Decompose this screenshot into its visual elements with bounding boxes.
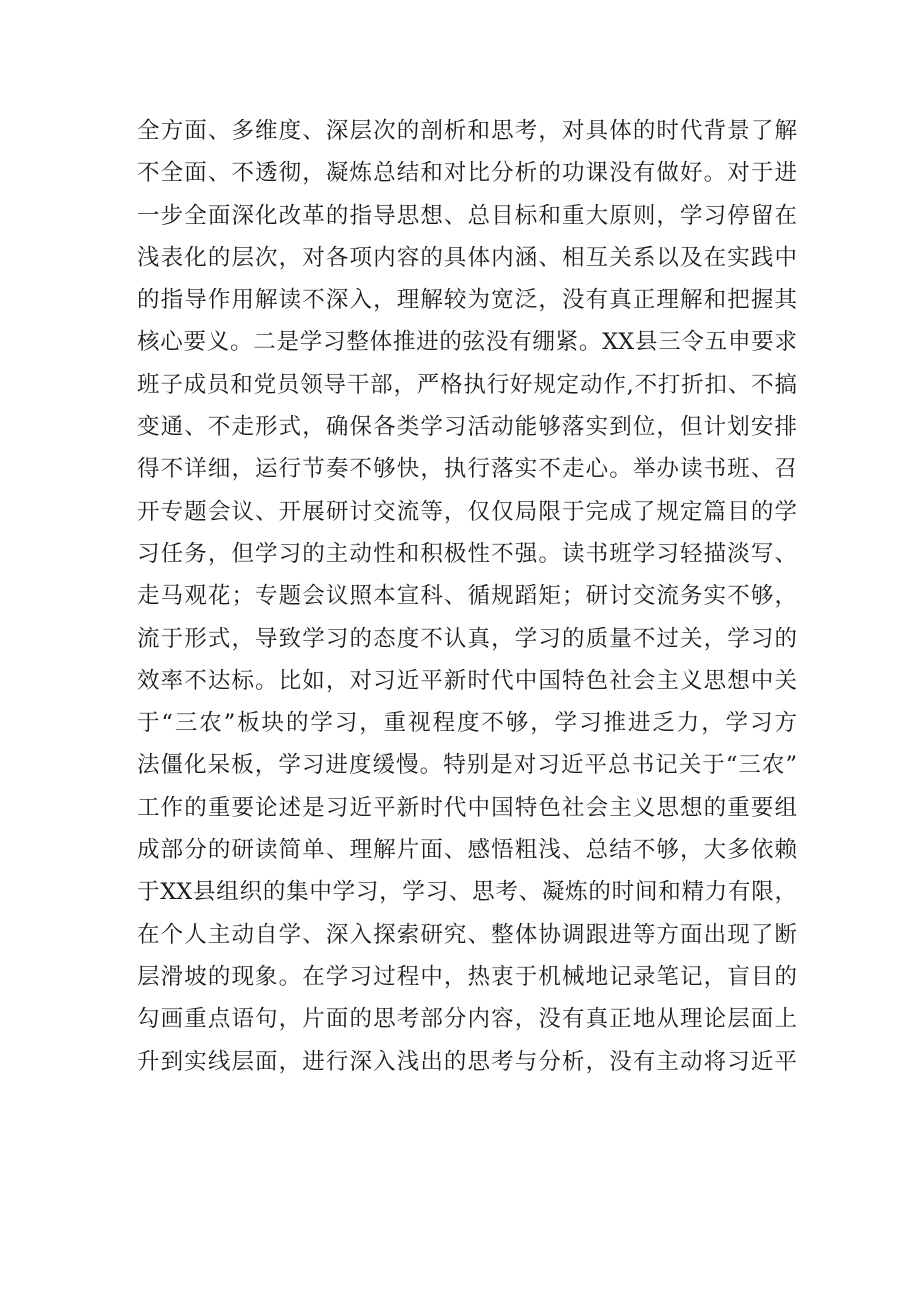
text-line-4: 浅表化的层次，对各项内容的具体内涵、相互关系以及在实践中: [137, 244, 797, 271]
text-line-17: 工作的重要论述是习近平新时代中国特色社会主义思想的重要组: [137, 794, 797, 821]
text-line-8: 变通、不走形式，确保各类学习活动能够落实到位，但计划安排: [137, 414, 797, 441]
text-line-1: 全方面、多维度、深层次的剖析和思考，对具体的时代背景了解: [137, 118, 797, 144]
text-line-23: 升到实线层面，进行深入浅出的思考与分析，没有主动将习近平: [137, 1048, 797, 1075]
text-line-5: 的指导作用解读不深入，理解较为宽泛，没有真正理解和把握其: [137, 287, 797, 314]
text-line-19: 于XX县组织的集中学习，学习、思考、凝炼的时间和精力有限，: [137, 879, 797, 906]
text-line-6: 核心要义。二是学习整体推进的弦没有绷紧。XX县三令五申要求: [137, 329, 797, 356]
text-line-9: 得不详细，运行节奏不够快，执行落实不走心。举办读书班、召: [137, 456, 797, 483]
text-line-21: 层滑坡的现象。在学习过程中，热衷于机械地记录笔记，盲目的: [137, 963, 797, 990]
text-line-16: 法僵化呆板，学习进度缓慢。特别是对习近平总书记关于“三农”: [137, 752, 797, 779]
text-line-11: 习任务，但学习的主动性和积极性不强。读书班学习轻描淡写、: [137, 540, 797, 567]
text-line-20: 在个人主动自学、深入探索研究、整体协调跟进等方面出现了断: [137, 921, 797, 948]
text-line-13: 流于形式，导致学习的态度不认真，学习的质量不过关，学习的: [137, 625, 797, 652]
text-line-7: 班子成员和党员领导干部，严格执行好规定动作,不打折扣、不搞: [137, 371, 797, 398]
text-line-14: 效率不达标。比如，对习近平新时代中国特色社会主义思想中关: [137, 667, 797, 694]
body-paragraph: [137, 110, 797, 1083]
text-line-10: 开专题会议、开展研讨交流等，仅仅局限于完成了规定篇目的学: [137, 498, 797, 525]
text-line-15: 于“三农”板块的学习，重视程度不够，学习推进乏力，学习方: [137, 710, 797, 737]
text-line-3: 一步全面深化改革的指导思想、总目标和重大原则，学习停留在: [137, 202, 797, 229]
text-line-12: 走马观花；专题会议照本宣科、循规蹈矩；研讨交流务实不够，: [137, 583, 797, 610]
text-line-2: 不全面、不透彻，凝炼总结和对比分析的功课没有做好。对于进: [137, 160, 797, 187]
text-line-18: 成部分的研读简单、理解片面、感悟粗浅、总结不够，大多依赖: [137, 837, 797, 864]
text-line-22: 勾画重点语句，片面的思考部分内容，没有真正地从理论层面上: [137, 1006, 797, 1033]
